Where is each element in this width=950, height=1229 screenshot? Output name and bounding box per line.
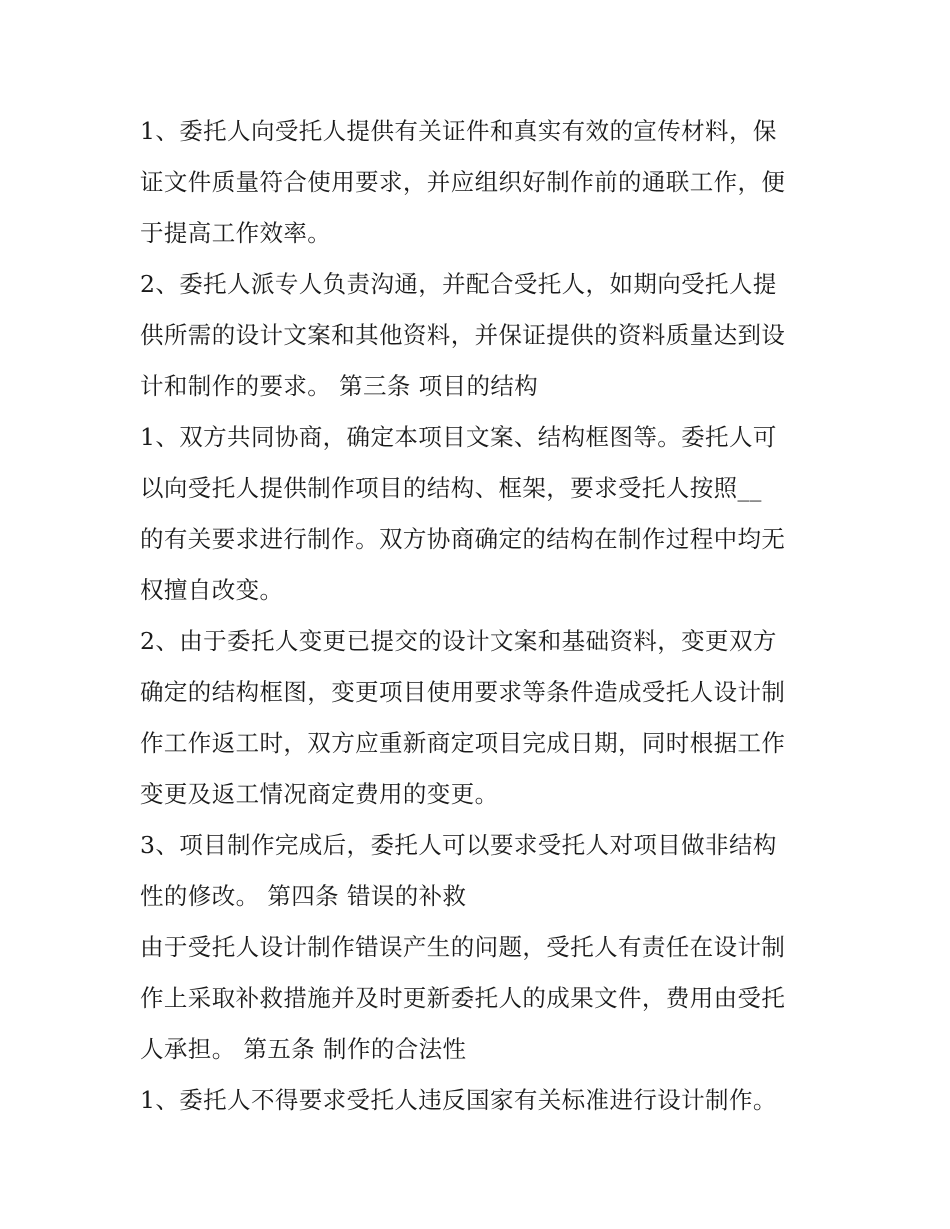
text-line: 2、由于委托人变更已提交的设计文案和基础资料，变更双方 <box>140 627 777 655</box>
text-line: 计和制作的要求。 第三条 项目的结构 <box>140 372 539 400</box>
text-line: 3、项目制作完成后，委托人可以要求受托人对项目做非结构 <box>140 831 777 859</box>
text-line: 变更及返工情况商定费用的变更。 <box>140 780 499 808</box>
text-line: 1、双方共同协商，确定本项目文案、结构框图等。委托人可 <box>140 423 777 451</box>
text-line: 证文件质量符合使用要求，并应组织好制作前的通联工作，便 <box>140 168 786 196</box>
text-line: 1、委托人不得要求受托人违反国家有关标准进行设计制作。 <box>140 1086 777 1114</box>
text-line: 作工作返工时，双方应重新商定项目完成日期，同时根据工作 <box>140 729 786 757</box>
text-line: 人承担。 第五条 制作的合法性 <box>140 1035 467 1063</box>
text-line: 以向受托人提供制作项目的结构、框架，要求受托人按照__ <box>140 474 762 502</box>
text-line: 确定的结构框图，变更项目使用要求等条件造成受托人设计制 <box>140 678 786 706</box>
text-line: 1、委托人向受托人提供有关证件和真实有效的宣传材料，保 <box>140 117 777 145</box>
document-body <box>140 106 812 1126</box>
text-line: 于提高工作效率。 <box>140 219 332 247</box>
text-line: 性的修改。 第四条 错误的补救 <box>140 882 467 910</box>
text-line: 作上采取补救措施并及时更新委托人的成果文件，费用由受托 <box>140 984 786 1012</box>
text-line: 的有关要求进行制作。双方协商确定的结构在制作过程中均无 <box>140 525 786 553</box>
text-line: 供所需的设计文案和其他资料，并保证提供的资料质量达到设 <box>140 321 786 349</box>
text-line: 2、委托人派专人负责沟通，并配合受托人，如期向受托人提 <box>140 270 777 298</box>
text-line: 由于受托人设计制作错误产生的问题，受托人有责任在设计制 <box>140 933 786 961</box>
text-line: 权擅自改变。 <box>140 576 284 604</box>
